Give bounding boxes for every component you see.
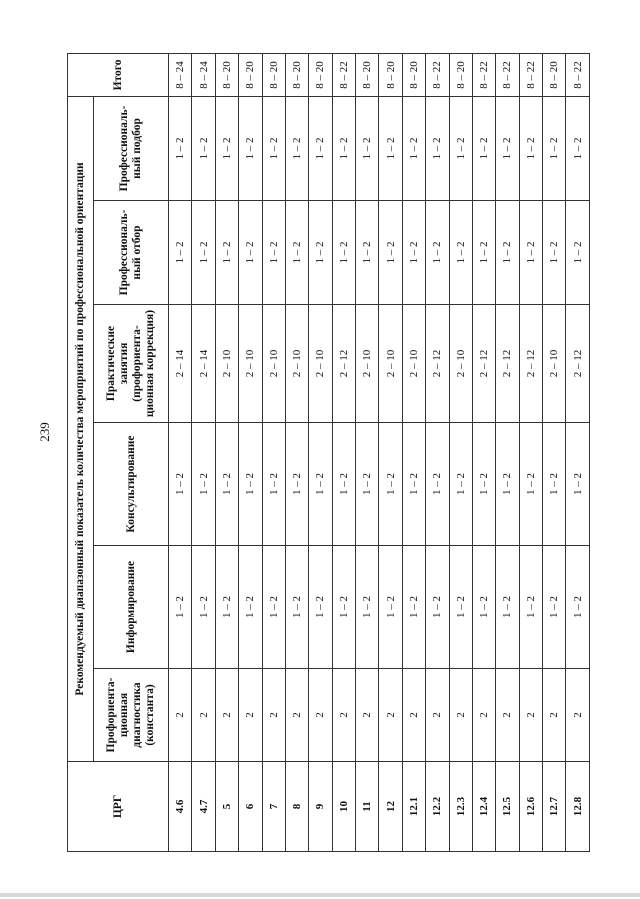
total-cell: 8 – 22 — [426, 53, 449, 96]
diagnostics-cell: 2 — [356, 669, 379, 762]
prof-matching-cell: 1 – 2 — [379, 96, 402, 200]
table-row — [332, 53, 355, 851]
practice-cell: 2 – 10 — [262, 305, 285, 423]
prof-selection-cell: 1 – 2 — [169, 201, 192, 305]
table-row — [402, 53, 425, 851]
code-cell: 5 — [215, 762, 238, 852]
total-cell: 8 – 20 — [379, 53, 402, 96]
diagnostics-cell: 2 — [239, 669, 262, 762]
table-body — [169, 53, 590, 851]
career-guidance-table — [67, 53, 590, 852]
code-cell: 12.4 — [472, 762, 495, 852]
practice-cell: 2 – 10 — [239, 305, 262, 423]
table-row — [472, 53, 495, 851]
prof-matching-cell: 1 – 2 — [239, 96, 262, 200]
informing-cell: 1 – 2 — [262, 546, 285, 669]
prof-selection-cell: 1 – 2 — [449, 201, 472, 305]
code-cell: 10 — [332, 762, 355, 852]
diagnostics-cell: 2 — [215, 669, 238, 762]
total-cell: 8 – 20 — [543, 53, 566, 96]
table-row — [449, 53, 472, 851]
practice-cell: 2 – 12 — [496, 305, 519, 423]
table-row — [543, 53, 566, 851]
diagnostics-cell: 2 — [169, 669, 192, 762]
prof-selection-cell: 1 – 2 — [472, 201, 495, 305]
diagnostics-cell: 2 — [566, 669, 590, 762]
practice-cell: 2 – 12 — [472, 305, 495, 423]
informing-cell: 1 – 2 — [192, 546, 215, 669]
consulting-cell: 1 – 2 — [543, 423, 566, 546]
informing-cell: 1 – 2 — [285, 546, 308, 669]
consulting-cell: 1 – 2 — [356, 423, 379, 546]
diagnostics-cell: 2 — [192, 669, 215, 762]
code-cell: 8 — [285, 762, 308, 852]
table-row — [426, 53, 449, 851]
prof-matching-cell: 1 – 2 — [472, 96, 495, 200]
practice-cell: 2 – 12 — [519, 305, 542, 423]
informing-cell: 1 – 2 — [496, 546, 519, 669]
prof-matching-cell: 1 – 2 — [215, 96, 238, 200]
header-diagnostics: Профориента-ционная диагностика (константа) — [94, 669, 169, 762]
total-cell: 8 – 20 — [239, 53, 262, 96]
code-cell: 4.6 — [169, 762, 192, 852]
total-cell: 8 – 20 — [285, 53, 308, 96]
practice-cell: 2 – 10 — [356, 305, 379, 423]
code-cell: 11 — [356, 762, 379, 852]
diagnostics-cell: 2 — [519, 669, 542, 762]
total-cell: 8 – 20 — [356, 53, 379, 96]
prof-selection-cell: 1 – 2 — [215, 201, 238, 305]
table-row — [215, 53, 238, 851]
informing-cell: 1 – 2 — [239, 546, 262, 669]
informing-cell: 1 – 2 — [379, 546, 402, 669]
diagnostics-cell: 2 — [309, 669, 332, 762]
prof-matching-cell: 1 – 2 — [309, 96, 332, 200]
total-cell: 8 – 20 — [402, 53, 425, 96]
prof-selection-cell: 1 – 2 — [192, 201, 215, 305]
total-cell: 8 – 20 — [449, 53, 472, 96]
code-cell: 12.1 — [402, 762, 425, 852]
table-row — [379, 53, 402, 851]
prof-selection-cell: 1 – 2 — [356, 201, 379, 305]
prof-selection-cell: 1 – 2 — [239, 201, 262, 305]
table-row — [356, 53, 379, 851]
practice-cell: 2 – 10 — [449, 305, 472, 423]
consulting-cell: 1 – 2 — [215, 423, 238, 546]
header-prof-matching: Профессиональ-ный подбор — [94, 96, 169, 200]
code-cell: 9 — [309, 762, 332, 852]
prof-selection-cell: 1 – 2 — [285, 201, 308, 305]
prof-matching-cell: 1 – 2 — [262, 96, 285, 200]
prof-matching-cell: 1 – 2 — [566, 96, 590, 200]
consulting-cell: 1 – 2 — [239, 423, 262, 546]
consulting-cell: 1 – 2 — [472, 423, 495, 546]
table-row — [285, 53, 308, 851]
informing-cell: 1 – 2 — [472, 546, 495, 669]
table-row — [169, 53, 192, 851]
prof-selection-cell: 1 – 2 — [309, 201, 332, 305]
code-cell: 12.6 — [519, 762, 542, 852]
table-row — [192, 53, 215, 851]
diagnostics-cell: 2 — [285, 669, 308, 762]
prof-matching-cell: 1 – 2 — [426, 96, 449, 200]
consulting-cell: 1 – 2 — [192, 423, 215, 546]
table-row — [239, 53, 262, 851]
header-total: Итого — [68, 53, 169, 96]
consulting-cell: 1 – 2 — [449, 423, 472, 546]
code-cell: 7 — [262, 762, 285, 852]
prof-matching-cell: 1 – 2 — [402, 96, 425, 200]
informing-cell: 1 – 2 — [566, 546, 590, 669]
prof-matching-cell: 1 – 2 — [543, 96, 566, 200]
total-cell: 8 – 24 — [192, 53, 215, 96]
prof-matching-cell: 1 – 2 — [519, 96, 542, 200]
practice-cell: 2 – 10 — [309, 305, 332, 423]
header-group: Рекомендуемый диапазонный показатель количества мероприятий по профессиональной ориентации — [68, 96, 94, 761]
diagnostics-cell: 2 — [496, 669, 519, 762]
practice-cell: 2 – 10 — [402, 305, 425, 423]
page-bottom-edge — [0, 893, 640, 897]
informing-cell: 1 – 2 — [215, 546, 238, 669]
prof-selection-cell: 1 – 2 — [402, 201, 425, 305]
code-cell: 4.7 — [192, 762, 215, 852]
practice-cell: 2 – 12 — [426, 305, 449, 423]
total-cell: 8 – 22 — [472, 53, 495, 96]
code-cell: 12.5 — [496, 762, 519, 852]
practice-cell: 2 – 10 — [379, 305, 402, 423]
total-cell: 8 – 20 — [309, 53, 332, 96]
diagnostics-cell: 2 — [543, 669, 566, 762]
prof-matching-cell: 1 – 2 — [332, 96, 355, 200]
code-cell: 12.8 — [566, 762, 590, 852]
header-prof-selection: Профессиональ-ный отбор — [94, 201, 169, 305]
prof-selection-cell: 1 – 2 — [519, 201, 542, 305]
informing-cell: 1 – 2 — [356, 546, 379, 669]
total-cell: 8 – 22 — [496, 53, 519, 96]
diagnostics-cell: 2 — [449, 669, 472, 762]
practice-cell: 2 – 10 — [215, 305, 238, 423]
code-cell: 12.3 — [449, 762, 472, 852]
prof-matching-cell: 1 – 2 — [192, 96, 215, 200]
total-cell: 8 – 20 — [215, 53, 238, 96]
consulting-cell: 1 – 2 — [566, 423, 590, 546]
consulting-cell: 1 – 2 — [519, 423, 542, 546]
informing-cell: 1 – 2 — [426, 546, 449, 669]
table-row — [262, 53, 285, 851]
prof-selection-cell: 1 – 2 — [496, 201, 519, 305]
code-cell: 12.2 — [426, 762, 449, 852]
header-consulting: Консультирование — [94, 423, 169, 546]
practice-cell: 2 – 14 — [169, 305, 192, 423]
informing-cell: 1 – 2 — [169, 546, 192, 669]
diagnostics-cell: 2 — [262, 669, 285, 762]
practice-cell: 2 – 10 — [543, 305, 566, 423]
table-row — [309, 53, 332, 851]
total-cell: 8 – 22 — [566, 53, 590, 96]
informing-cell: 1 – 2 — [332, 546, 355, 669]
consulting-cell: 1 – 2 — [496, 423, 519, 546]
prof-matching-cell: 1 – 2 — [496, 96, 519, 200]
prof-selection-cell: 1 – 2 — [332, 201, 355, 305]
practice-cell: 2 – 12 — [332, 305, 355, 423]
code-cell: 12.7 — [543, 762, 566, 852]
consulting-cell: 1 – 2 — [169, 423, 192, 546]
prof-selection-cell: 1 – 2 — [426, 201, 449, 305]
diagnostics-cell: 2 — [379, 669, 402, 762]
consulting-cell: 1 – 2 — [426, 423, 449, 546]
informing-cell: 1 – 2 — [309, 546, 332, 669]
informing-cell: 1 – 2 — [402, 546, 425, 669]
table-row — [519, 53, 542, 851]
consulting-cell: 1 – 2 — [285, 423, 308, 546]
informing-cell: 1 – 2 — [449, 546, 472, 669]
diagnostics-cell: 2 — [472, 669, 495, 762]
total-cell: 8 – 20 — [262, 53, 285, 96]
practice-cell: 2 – 14 — [192, 305, 215, 423]
code-cell: 12 — [379, 762, 402, 852]
total-cell: 8 – 22 — [519, 53, 542, 96]
header-informing: Информирование — [94, 546, 169, 669]
informing-cell: 1 – 2 — [543, 546, 566, 669]
consulting-cell: 1 – 2 — [309, 423, 332, 546]
consulting-cell: 1 – 2 — [262, 423, 285, 546]
prof-selection-cell: 1 – 2 — [262, 201, 285, 305]
consulting-cell: 1 – 2 — [402, 423, 425, 546]
diagnostics-cell: 2 — [426, 669, 449, 762]
page-number: 239 — [37, 422, 52, 442]
prof-matching-cell: 1 – 2 — [449, 96, 472, 200]
prof-selection-cell: 1 – 2 — [566, 201, 590, 305]
header-practice: Практические занятия (профориента-ционная коррекция) — [94, 305, 169, 423]
total-cell: 8 – 24 — [169, 53, 192, 96]
prof-selection-cell: 1 – 2 — [543, 201, 566, 305]
diagnostics-cell: 2 — [332, 669, 355, 762]
informing-cell: 1 – 2 — [519, 546, 542, 669]
prof-matching-cell: 1 – 2 — [169, 96, 192, 200]
code-cell: 6 — [239, 762, 262, 852]
prof-matching-cell: 1 – 2 — [356, 96, 379, 200]
total-cell: 8 – 22 — [332, 53, 355, 96]
prof-matching-cell: 1 – 2 — [285, 96, 308, 200]
table-row — [566, 53, 590, 851]
table-row — [496, 53, 519, 851]
prof-selection-cell: 1 – 2 — [379, 201, 402, 305]
header-code: ЦРГ — [68, 762, 169, 852]
practice-cell: 2 – 12 — [566, 305, 590, 423]
consulting-cell: 1 – 2 — [379, 423, 402, 546]
diagnostics-cell: 2 — [402, 669, 425, 762]
consulting-cell: 1 – 2 — [332, 423, 355, 546]
practice-cell: 2 – 10 — [285, 305, 308, 423]
rotated-table-container — [67, 54, 590, 852]
